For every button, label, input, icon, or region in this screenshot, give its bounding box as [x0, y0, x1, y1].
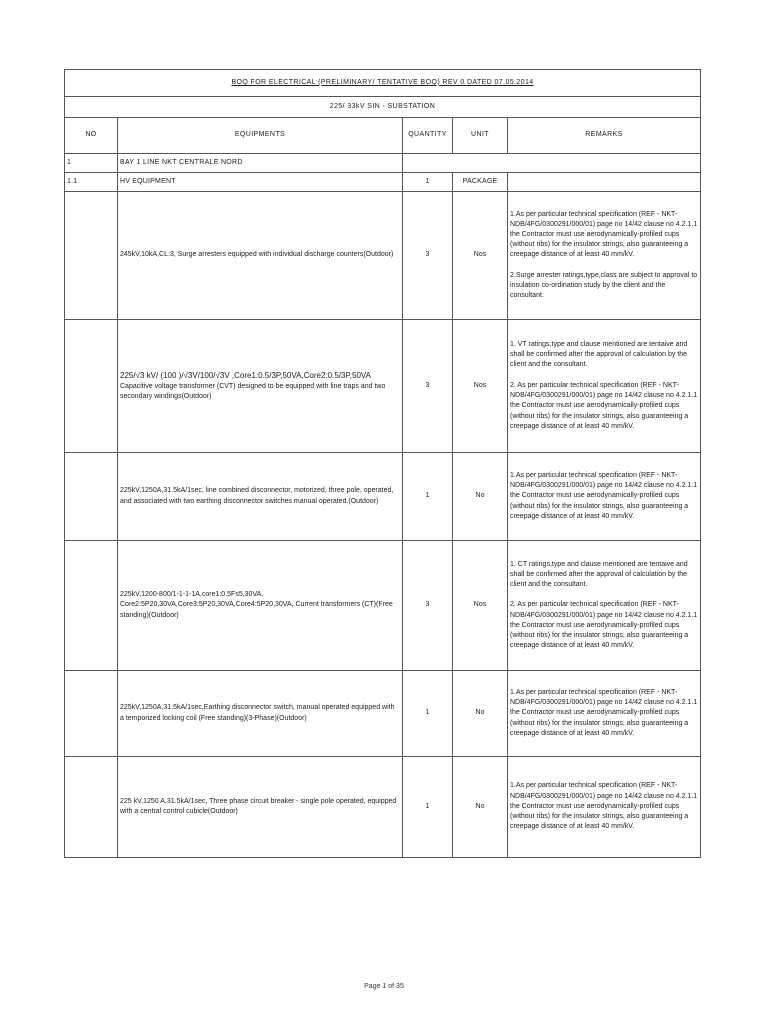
item-remarks: 1.As per particular technical specification (REF - NKT-NDB/4FG/0300291/000/01) page no 14/42 clause no 4.2.1.1 the Contractor must use aerodynamically-profiled cups (without ribs) for the insulator strings, also guaranteeing a creepage distance of at least 40 mm/kV. [508, 757, 701, 858]
bay-empty-cell [403, 154, 701, 173]
column-header-no: NO [65, 118, 118, 154]
table-row [65, 453, 701, 541]
item-quantity: 1 [403, 671, 453, 757]
item-quantity: 3 [403, 192, 453, 320]
item-quantity: 1 [403, 453, 453, 541]
item-unit: No [453, 453, 508, 541]
item-remarks: 1.As per particular technical specification (REF - NKT-NDB/4FG/0300291/000/01) page no 14/42 clause no 4.2.1.1 the Contractor must use aerodynamically-profiled cups (without ribs) for the insulator strings, also guaranteeing a creepage distance of at least 40 mm/kV. [508, 671, 701, 757]
item-description: 245kV,10kA,CL:3, Surge arresters equipped with individual discharge counters(Outdoor) [118, 192, 403, 320]
hv-remarks [508, 173, 701, 192]
page-number: Page 1 of 35 [364, 983, 404, 990]
item-quantity: 3 [403, 320, 453, 453]
substation-subtitle: 225/ 33kV SIN - SUBSTATION [65, 97, 701, 118]
item-description: 225kV,1200-800/1-1-1-1A,core1:0.5Fs5,30VA, Core2:5P20,30VA,Core3:5P20,30VA,Core4:5P20,30VA, Current transformers (CT)(Free standing)(Outdoor) [118, 541, 403, 671]
item-description-cell [118, 320, 403, 453]
hv-quantity: 1 [403, 173, 453, 192]
item-unit: Nos [453, 192, 508, 320]
item-number [65, 192, 118, 320]
item-remarks: 1. VT ratings,type and clause mentioned are tentaive and shall be confirmed after the approval of calculation by the client and the consultant. 2. As per particular technical specification (REF - NKT-NDB/4FG/0300291/000/01) page no 14/42 clause no 4.2.1.1 the Contractor must use aerodynamically-profiled cups (without ribs) for the insulator strings, also guaranteeing a creepage distance of at least 40 mm/kV. [508, 320, 701, 453]
item-description: Capacitive voltage transformer (CVT) designed to be equipped with line traps and two secondary windings(Outdoor) [120, 382, 386, 400]
item-description: 225 kV,1250 A,31.5kA/1sec, Three phase circuit breaker - single pole operated, equipped with a central control cubicle(Outdoor) [118, 757, 403, 858]
table-row [65, 320, 701, 453]
item-quantity: 3 [403, 541, 453, 671]
column-header-unit: UNIT [453, 118, 508, 154]
boq-table [64, 69, 701, 858]
item-remarks: 1.As per particular technical specification (REF - NKT-NDB/4FG/0300291/000/01) page no 14/42 clause no 4.2.1.1 the Contractor must use aerodynamically-profiled cups (without ribs) for the insulator strings, also guaranteeing a creepage distance of at least 40 mm/kV. [508, 453, 701, 541]
column-header-quantity: QUANTITY [403, 118, 453, 154]
table-row [65, 671, 701, 757]
column-header-equipments: EQUIPMENTS [118, 118, 403, 154]
item-unit: No [453, 671, 508, 757]
bay-row [65, 154, 701, 173]
item-number [65, 320, 118, 453]
item-description: 225kV,1250A,31.5kA/1sec,Earthing disconnector switch, manual operated equipped with a temporized locking coil (Free standing)(3-Phase)(Outdoor) [118, 671, 403, 757]
item-unit: Nos [453, 320, 508, 453]
bay-name: BAY 1 LINE NKT CENTRALE NORD [118, 154, 403, 173]
table-row [65, 757, 701, 858]
document-title: BOQ FOR ELECTRICAL (PRELIMINARY/ TENTATIVE BOQ) REV 0 DATED 07.05.2014 [231, 78, 534, 86]
hv-name: HV EQUIPMENT [118, 173, 403, 192]
item-unit: Nos [453, 541, 508, 671]
item-number [65, 757, 118, 858]
item-description: 225kV,1250A,31.5kA/1sec, line combined disconnector, motorized, three pole, operated, and associated with two earthing disconnector switches manual operated.(Outdoor) [118, 453, 403, 541]
title-row [65, 70, 701, 97]
bay-number: 1 [65, 154, 118, 173]
table-row [65, 541, 701, 671]
column-header-row [65, 118, 701, 154]
item-number [65, 541, 118, 671]
subtitle-row [65, 97, 701, 118]
item-remarks: 1.As per particular technical specification (REF - NKT-NDB/4FG/0300291/000/01) page no 14/42 clause no 4.2.1.1 the Contractor must use aerodynamically-profiled cups (without ribs) for the insulator strings, also guaranteeing a creepage distance of at least 40 mm/kV. 2.Surge arrester ratings,type,class are subject to approval to insulation co-ordination study by the client and the consultant. [508, 192, 701, 320]
table-row [65, 192, 701, 320]
item-unit: No [453, 757, 508, 858]
hv-unit: PACKAGE [453, 173, 508, 192]
document-title-cell [65, 70, 701, 97]
item-remarks: 1. CT ratings,type and clause mentioned are tentaive and shall be confirmed after the approval of calculation by the client and the consultant. 2. As per particular technical specification (REF - NKT-NDB/4FG/0300291/000/01) page no 14/42 clause no 4.2.1.1 the Contractor must use aerodynamically-profiled cups (without ribs) for the insulator strings, also guaranteeing a creepage distance of at least 40 mm/kV. [508, 541, 701, 671]
hv-number: 1.1 [65, 173, 118, 192]
item-number [65, 453, 118, 541]
item-number [65, 671, 118, 757]
item-description-ratings: 225/√3 kV/ (100 )/√3V/100/√3V ,Core1:0.5/3P,50VA,Core2:0.5/3P,50VA [120, 370, 371, 380]
column-header-remarks: REMARKS [508, 118, 701, 154]
item-quantity: 1 [403, 757, 453, 858]
hv-equipment-row [65, 173, 701, 192]
